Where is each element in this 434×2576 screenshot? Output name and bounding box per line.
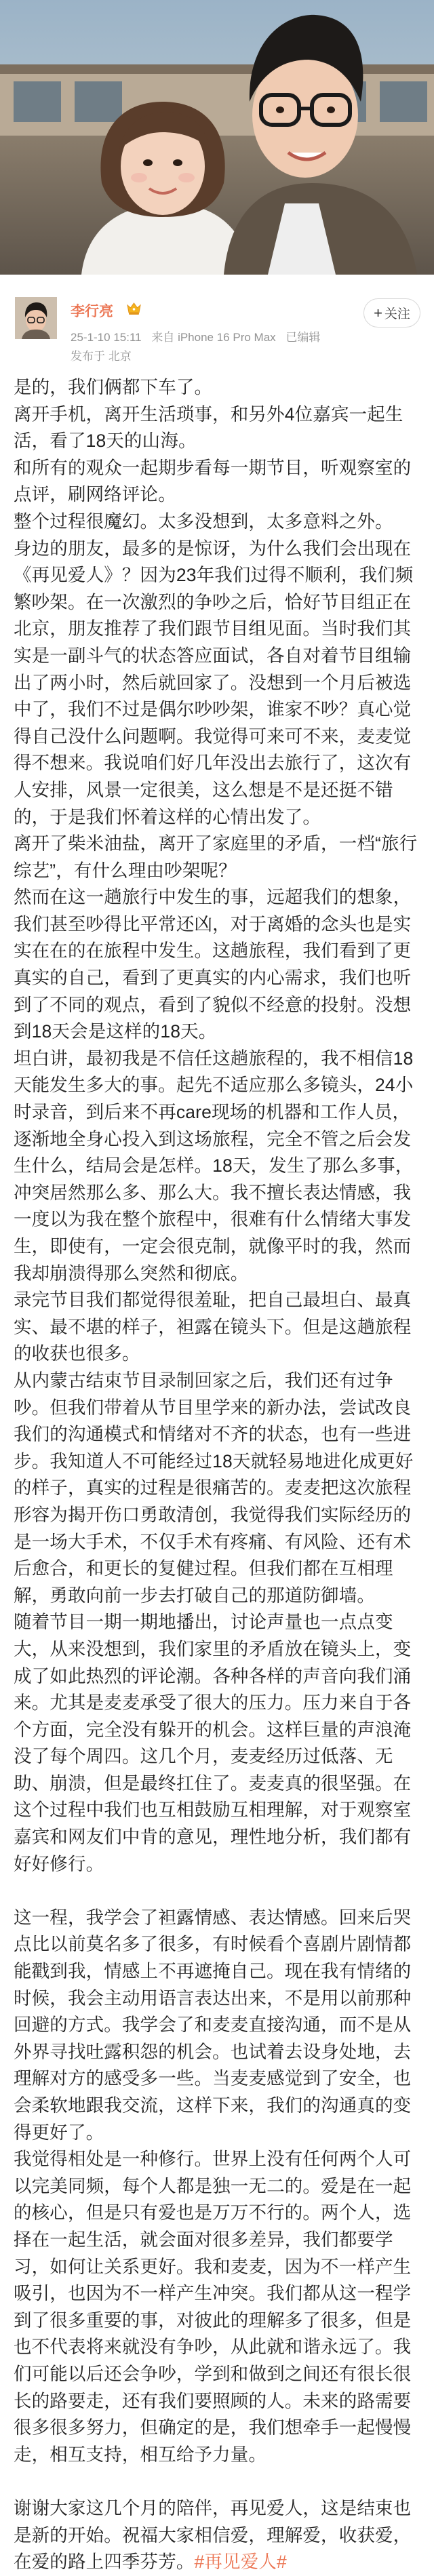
author-name[interactable]: 李行亮 — [71, 304, 113, 319]
post-paragraph: 离开了柴米油盐，离开了家庭里的矛盾，一档“旅行综艺”，有什么理由吵架呢？ — [14, 833, 418, 881]
post-paragraph: 坦白讲，最初我是不信任这趟旅程的，我不相信18天能发生多大的事。起先不适应那么多镜头，24小时录音，到后来不再care现场的机器和工作人员，逐渐地全身心投入到这场旅程，完全不管之后会发生什么，结局会是怎样。18天，发生了那么多事，冲突居然那么多、那么大。我不擅长表达情感，我一度以为我在整个旅程中，很难有什么情绪大事发生，即使有，一定会很克制，就像平时的我，然而我却崩溃得那么突然和彻底。 — [14, 1048, 414, 1284]
post-source: 来自 iPhone 16 Pro Max — [151, 331, 276, 344]
hashtag-link[interactable]: #再见爱人# — [194, 2552, 287, 2573]
post-location: 发布于 北京 — [71, 350, 132, 363]
post-paragraph: 随着节目一期一期地播出，讨论声量也一点点变大，从来没想到，我们家里的矛盾放在镜头上，变成了如此热烈的评论潮。各种各样的声音向我们涌来。尤其是麦麦承受了很大的压力。压力来自于各个方面，完全没有躲开的机会。这样巨量的声浪淹没了每个周四。这几个月，麦麦经历过低落、无助、崩溃，但是最终扛住了。麦麦真的很坚强。在这个过程中我们也互相鼓励互相理解，对于观察室嘉宾和网友们中肯的意见，理性地分析，我们都有好好修行。 — [14, 1612, 412, 1874]
author-avatar[interactable] — [15, 297, 57, 339]
crown-badge-icon — [125, 300, 142, 317]
post-paragraph: 我觉得相处是一种修行。世界上没有任何两个人可以完美同频，每个人都是独一无二的。爱是在一起的核心，但是只有爱也是万万不行的。两个人，选择在一起生活，就会面对很多差异，我们都要学习，如何让关系更好。我和麦麦，因为不一样产生吸引，也因为不一样产生冲突。我们都从这一程学到了很多重要的事，对彼此的理解多了很多，但是也不代表将来就没有争吵，从此就和谐永远了。我们可能以后还会争吵，学到和做到之间还有很长很长的路要走，还有我们要照顾的人。未来的路需要很多很多努力，但确定的是，我们想牵手一起慢慢走，相互支持，相互给予力量。 — [14, 2149, 412, 2465]
selfie-photo-illustration — [0, 0, 434, 275]
post-meta — [71, 328, 327, 344]
post-paragraph: 身边的朋友，最多的是惊讶，为什么我们会出现在《再见爱人》？因为23年我们过得不顺利，我们频繁吵架。在一次激烈的争吵之后，恰好节目组正在北京，朋友推荐了我们跟节目组见面。当时我们其实是一副斗气的状态答应面试，各自对着节目组输出了两小时，然后就回家了。没想到一个月后被选中了，我们不过是偶尔吵吵架，谁家不吵？真心觉得自己没什么问题啊。我觉得可来可不来，麦麦觉得不想来。我说咱们好几年没出去旅行了，这次有人安排，风景一定很美，这么想是不是还挺不错的，于是我们怀着这样的心情出发了。 — [14, 538, 414, 827]
post-author-header — [0, 275, 434, 378]
avatar-illustration — [15, 297, 57, 339]
follow-button-label: 关注 — [384, 307, 410, 321]
post-paragraph: 录完节目我们都觉得很羞耻，把自己最坦白、最真实、最不堪的样子，袒露在镜头下。但是这趟旅程的收获也很多。 — [14, 1290, 412, 1364]
post-paragraph-final — [14, 2495, 425, 2576]
post-paragraph: 离开手机，离开生活琐事，和另外4位嘉宾一起生活，看了18天的山海。 — [14, 403, 403, 452]
post-paragraph: 和所有的观众一起期步看每一期节目，听观察室的点评，刷网络评论。 — [14, 457, 412, 505]
post-paragraph: 这一程，我学会了袒露情感、表达情感。回来后哭点比以前莫名多了很多，有时候看个喜剧片剧情都能戳到我，情感上不再遮掩自己。现在我有情绪的时候，我会主动用语言表达出来，不是用以前那种回避的方式。我学会了和麦麦直接沟通，而不是从外界寻找吐露积怨的机会。也试着去设身处地，去理解对方的感受多一些。当麦麦感觉到了安全，也会柔软地跟我交流，这样下来，我们的沟通真的变得更好了。 — [14, 1907, 412, 2143]
post-edited-flag[interactable]: 已编辑 — [285, 331, 321, 344]
post-body — [14, 374, 425, 2576]
paragraph-spacer — [14, 1878, 425, 1905]
post-paragraph: 然而在这一趟旅行中发生的事，远超我们的想象，我们甚至吵得比平常还凶，对于离婚的念头也是实实在在的在旅程中发生。这趟旅程，我们看到了更真实的自己，看到了更真实的内心需求，我们也听到了不同的观点，看到了貌似不经意的投射。没想到18天会是这样的18天。 — [14, 887, 412, 1042]
post-paragraph: 整个过程很魔幻。太多没想到，太多意料之外。 — [14, 511, 393, 532]
post-time: 25-1-10 15:11 — [71, 331, 142, 344]
post-paragraph: 是的，我们俩都下车了。 — [14, 377, 213, 397]
plus-icon: + — [374, 304, 382, 321]
post-paragraph: 从内蒙古结束节目录制回家之后，我们还有过争吵。但我们带着从节目里学来的新办法，尝试改良我们的沟通模式和情绪对不齐的状态，也有一些进步。我知道人不可能经过18天就轻易地进化成更好的样子，真实的过程是很痛苦的。麦麦把这次旅程形容为揭开伤口勇敢清创，我觉得我们实际经历的是一场大手术，不仅手术有疼痛、有风险、还有术后愈合，和更长的复健过程。但我们都在互相理解，勇敢向前一步去打破自己的那道防御墙。 — [14, 1370, 414, 1606]
follow-button[interactable] — [363, 298, 420, 328]
post-closing-text: 谢谢大家这几个月的陪伴，再见爱人，这是结束也是新的开始。祝福大家相信爱，理解爱，收获爱，在爱的路上四季芬芳。 — [14, 2497, 412, 2573]
paragraph-spacer — [14, 2468, 425, 2495]
post-photo[interactable] — [0, 0, 434, 275]
